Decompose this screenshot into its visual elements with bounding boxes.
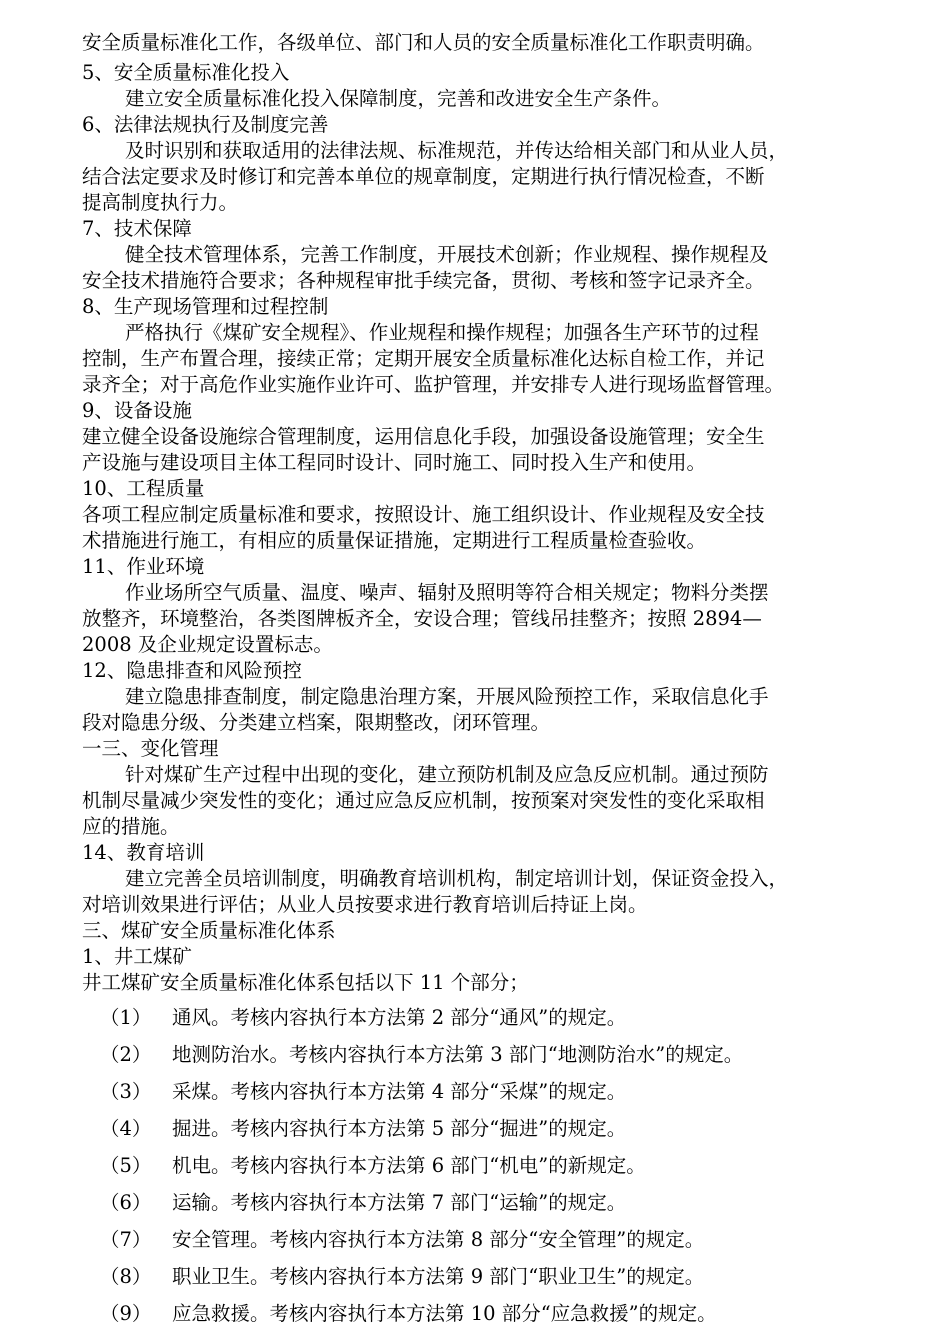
paragraph-line: 各项工程应制定质量标准和要求，按照设计、施工组织设计、作业规程及安全技 <box>82 503 765 526</box>
list-item-text: 掘进。考核内容执行本方法第 5 部分“掘进”的规定。 <box>172 1117 627 1140</box>
paragraph-line: 针对煤矿生产过程中出现的变化，建立预防机制及应急反应机制。通过预防 <box>125 763 769 786</box>
list-item-number: （9） <box>100 1302 152 1325</box>
section-heading: 10、工程质量 <box>82 477 205 500</box>
section-heading: 6、法律法规执行及制度完善 <box>82 113 329 136</box>
paragraph-line: 产设施与建设项目主体工程同时设计、同时施工、同时投入生产和使用。 <box>82 451 707 474</box>
section-heading: 14、教育培训 <box>82 841 205 864</box>
paragraph-line: 作业场所空气质量、温度、噪声、辐射及照明等符合相关规定；物料分类摆 <box>125 581 769 604</box>
section-heading: 12、隐患排查和风险预控 <box>82 659 302 682</box>
paragraph-line: 机制尽量减少突发性的变化；通过应急反应机制，按预案对突发性的变化采取相 <box>82 789 765 812</box>
paragraph-line: 建立完善全员培训制度，明确教育培训机构，制定培训计划，保证资金投入， <box>125 867 789 890</box>
list-item <box>100 1153 930 1179</box>
paragraph-line: 安全技术措施符合要求；各种规程审批手续完备，贯彻、考核和签字记录齐全。 <box>82 269 765 292</box>
list-item-number: （2） <box>100 1043 152 1066</box>
list-item <box>100 1042 930 1068</box>
section-heading: 一三、变化管理 <box>82 737 219 760</box>
list-item-number: （5） <box>100 1154 152 1177</box>
paragraph-line: 及时识别和获取适用的法律法规、标准规范，并传达给相关部门和从业人员， <box>125 139 789 162</box>
list-item <box>100 1116 930 1142</box>
list-item-number: （4） <box>100 1117 152 1140</box>
paragraph-line: 严格执行《煤矿安全规程》、作业规程和操作规程；加强各生产环节的过程 <box>125 321 759 344</box>
paragraph-line: 建立安全质量标准化投入保障制度，完善和改进安全生产条件。 <box>125 87 672 110</box>
list-item <box>100 1005 930 1031</box>
paragraph-line: 术措施进行施工，有相应的质量保证措施，定期进行工程质量检查验收。 <box>82 529 707 552</box>
list-item-number: （7） <box>100 1228 152 1251</box>
paragraph-line: 控制，生产布置合理，接续正常；定期开展安全质量标准化达标自检工作，并记 <box>82 347 765 370</box>
section-heading: 8、生产现场管理和过程控制 <box>82 295 329 318</box>
section-heading: 9、设备设施 <box>82 399 192 422</box>
chapter-heading: 三、煤矿安全质量标准化体系 <box>82 919 336 942</box>
list-item-text: 安全管理。考核内容执行本方法第 8 部分“安全管理”的规定。 <box>172 1228 705 1251</box>
paragraph-line: 录齐全；对于高危作业实施作业许可、监护管理，并安排专人进行现场监督管理。 <box>82 373 785 396</box>
list-item <box>100 1190 930 1216</box>
body-line: 安全质量标准化工作，各级单位、部门和人员的安全质量标准化工作职责明确。 <box>82 31 765 54</box>
list-item-text: 运输。考核内容执行本方法第 7 部门“运输”的规定。 <box>172 1191 627 1214</box>
list-item-text: 机电。考核内容执行本方法第 6 部门“机电”的新规定。 <box>172 1154 646 1177</box>
list-item-text: 地测防治水。考核内容执行本方法第 3 部门“地测防治水”的规定。 <box>172 1043 744 1066</box>
list-item-text: 应急救援。考核内容执行本方法第 10 部分“应急救援”的规定。 <box>172 1302 717 1325</box>
list-item-number: （3） <box>100 1080 152 1103</box>
list-item-text: 职业卫生。考核内容执行本方法第 9 部门“职业卫生”的规定。 <box>172 1265 705 1288</box>
list-item <box>100 1079 930 1105</box>
paragraph-line: 健全技术管理体系，完善工作制度，开展技术创新；作业规程、操作规程及 <box>125 243 769 266</box>
list-item-number: （6） <box>100 1191 152 1214</box>
section-heading: 7、技术保障 <box>82 217 192 240</box>
list-item <box>100 1264 930 1290</box>
list-item-text: 通风。考核内容执行本方法第 2 部分“通风”的规定。 <box>172 1006 627 1029</box>
section-heading: 1、井工煤矿 <box>82 945 192 968</box>
section-heading: 11、作业环境 <box>82 555 205 578</box>
paragraph-line: 对培训效果进行评估；从业人员按要求进行教育培训后持证上岗。 <box>82 893 648 916</box>
section-heading: 5、安全质量标准化投入 <box>82 61 290 84</box>
paragraph-line: 结合法定要求及时修订和完善本单位的规章制度，定期进行执行情况检查，不断 <box>82 165 765 188</box>
list-item-number: （8） <box>100 1265 152 1288</box>
list-item-number: （1） <box>100 1006 152 1029</box>
paragraph-line: 建立健全设备设施综合管理制度，运用信息化手段，加强设备设施管理；安全生 <box>82 425 765 448</box>
paragraph-line: 建立隐患排查制度，制定隐患治理方案，开展风险预控工作，采取信息化手 <box>125 685 769 708</box>
paragraph-line: 2008 及企业规定设置标志。 <box>82 633 333 656</box>
list-item-text: 采煤。考核内容执行本方法第 4 部分“采煤”的规定。 <box>172 1080 627 1103</box>
paragraph-line: 提高制度执行力。 <box>82 191 239 214</box>
paragraph-line: 段对隐患分级、分类建立档案，限期整改，闭环管理。 <box>82 711 551 734</box>
paragraph-line: 井工煤矿安全质量标准化体系包括以下 11 个部分； <box>82 971 529 994</box>
paragraph-line: 应的措施。 <box>82 815 180 838</box>
paragraph-line: 放整齐，环境整治，各类图牌板齐全，安设合理；管线吊挂整齐；按照 2894— <box>82 607 762 630</box>
list-item <box>100 1227 930 1253</box>
list-item <box>100 1301 930 1327</box>
